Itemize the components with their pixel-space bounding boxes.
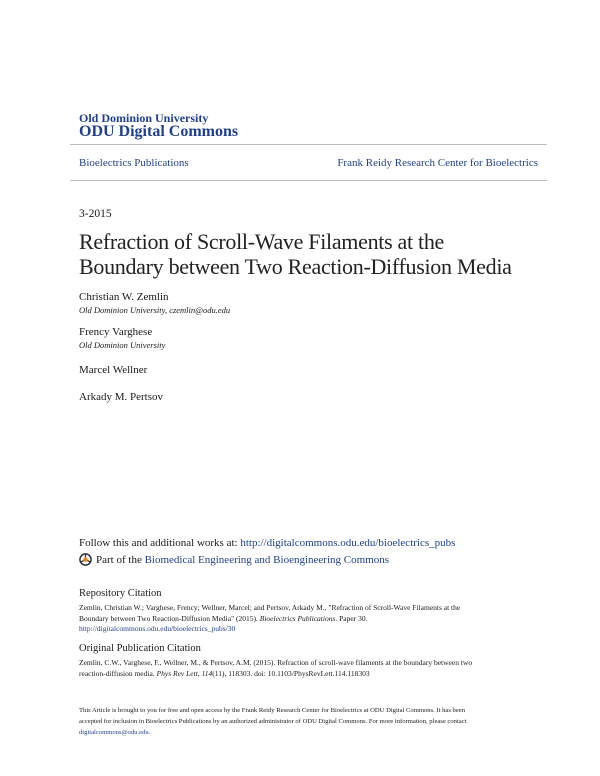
follow-link[interactable]: http://digitalcommons.odu.edu/bioelectrics_pubs	[240, 537, 456, 549]
citation-line	[79, 669, 519, 680]
part-of-prefix: Part of the	[96, 553, 142, 566]
paper-title	[79, 229, 549, 279]
contact-email-link[interactable]: digitalcommons@odu.edu.	[79, 729, 151, 736]
discipline-link[interactable]: Biomedical Engineering and Bioengineering Commons	[144, 553, 389, 566]
title-line-1: Refraction of Scroll-Wave Filaments at the	[79, 229, 445, 254]
divider-bottom	[70, 180, 547, 181]
author-affiliation: Old Dominion University, czemlin@odu.edu	[79, 305, 231, 315]
citation-link[interactable]: http://digitalcommons.odu.edu/bioelectrics_pubs/30	[79, 624, 236, 633]
follow-line	[79, 537, 455, 549]
author-name: Frency Varghese	[79, 326, 153, 338]
author-name: Christian W. Zemlin	[79, 291, 169, 303]
original-citation-heading: Original Publication Citation	[79, 643, 201, 654]
notice-line: accepted for inclusion in Bioelectrics Publications by an authorized administrator of ODU Digital Commons. For more information, please contact	[79, 718, 467, 725]
citation-journal: Phys Rev Lett, 114	[156, 668, 213, 678]
divider-top	[70, 144, 547, 145]
repository-citation-heading: Repository Citation	[79, 588, 162, 599]
collection-link-left[interactable]: Bioelectrics Publications	[79, 157, 189, 169]
citation-journal: Bioelectrics Publications	[259, 613, 336, 623]
publication-date: 3-2015	[79, 208, 112, 220]
citation-text: . Paper 30.	[335, 613, 368, 623]
author-name: Marcel Wellner	[79, 364, 148, 376]
access-notice	[79, 705, 519, 738]
repository-citation-text	[79, 603, 519, 635]
original-citation-text	[79, 658, 519, 679]
notice-line: This Article is brought to you for free and open access by the Frank Reidy Research Center for Bioelectrics at ODU Digital Commons. It has been	[79, 707, 465, 714]
citation-text: Boundary between Two Reaction-Diffusion Media" (2015).	[79, 613, 260, 623]
repository-name[interactable]: ODU Digital Commons	[79, 123, 239, 140]
citation-line	[79, 614, 519, 625]
author-name: Arkady M. Pertsov	[79, 391, 164, 403]
network-icon	[79, 553, 92, 566]
part-of-line	[79, 553, 389, 566]
citation-text: reaction-diffusion media.	[79, 668, 157, 678]
university-name: Old Dominion University	[79, 111, 209, 125]
author-affiliation: Old Dominion University	[79, 340, 166, 350]
title-line-2: Boundary between Two Reaction-Diffusion Media	[79, 254, 512, 279]
follow-prefix: Follow this and additional works at:	[79, 537, 241, 549]
citation-text: (11), 118303. doi: 10.1103/PhysRevLett.114.118303	[212, 668, 370, 678]
collection-link-right[interactable]: Frank Reidy Research Center for Bioelectrics	[337, 157, 538, 169]
citation-line: Zemlin, C.W., Varghese, F., Wellner, M., & Pertsov, A.M. (2015). Refraction of scroll-wave filaments at the boundary between two	[79, 658, 473, 667]
citation-line: Zemlin, Christian W.; Varghese, Frency; Wellner, Marcel; and Pertsov, Arkady M., "Refraction of Scroll-Wave Filaments at the	[79, 603, 461, 612]
